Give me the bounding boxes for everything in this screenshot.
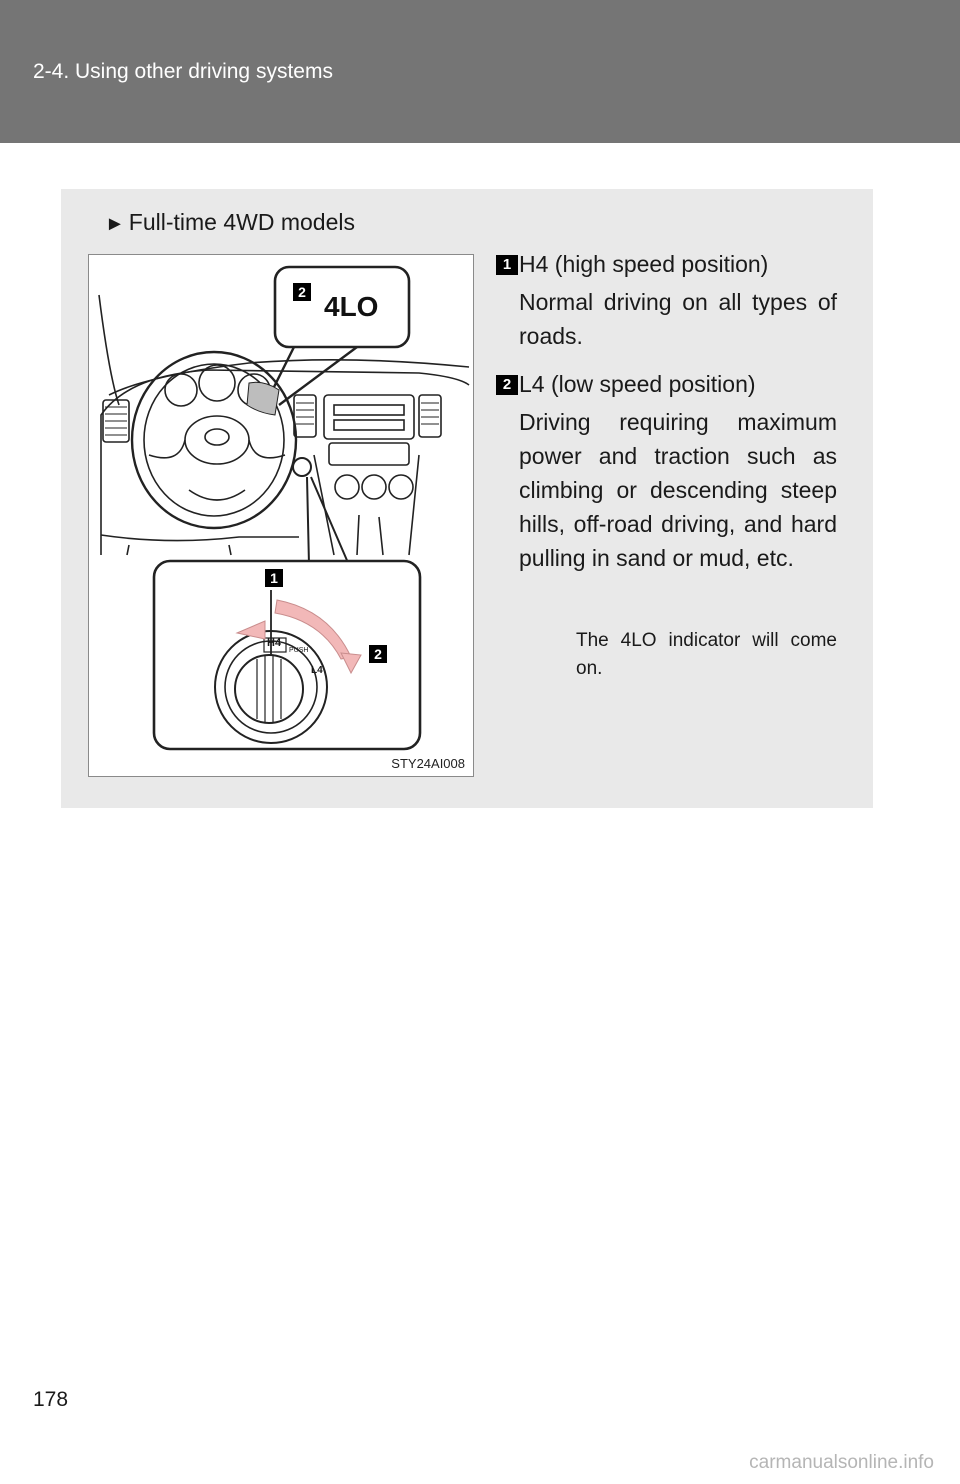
model-heading xyxy=(105,208,355,238)
dial-push-label: PUSH xyxy=(289,647,309,654)
indicator-callout-label: 4LO xyxy=(324,291,379,322)
item-desc-h4: Normal driving on all types of roads. xyxy=(519,289,837,349)
watermark: carmanualsonline.info xyxy=(749,1452,934,1473)
dashboard-illustration xyxy=(88,254,474,777)
triangle-pointer-icon: ► xyxy=(105,213,125,235)
item-title-h4: H4 (high speed position) xyxy=(519,251,769,277)
item-badge-2: 2 xyxy=(496,375,518,395)
figure-badge-1: 1 xyxy=(265,569,283,587)
dial-l4-label: L4 xyxy=(311,665,323,676)
model-heading-text: Full-time 4WD models xyxy=(128,209,356,235)
item-desc-l4: Driving requiring maximum power and traction such as climbing or descending steep hills, off-road driving, and hard pulling in sand or mud, etc. xyxy=(519,409,837,571)
figure-badge-2: 2 xyxy=(369,645,387,663)
figure-badge-2-top: 2 xyxy=(293,283,311,301)
figure-code: STY24AI008 xyxy=(391,756,465,771)
item-badge-1: 1 xyxy=(496,255,518,275)
content-panel xyxy=(61,189,873,808)
page-header xyxy=(0,0,960,143)
dashboard-drawing xyxy=(89,255,473,776)
page-number: 178 xyxy=(33,1388,69,1411)
item-note-l4: The 4LO indicator will come on. xyxy=(576,630,837,679)
item-title-l4: L4 (low speed position) xyxy=(519,371,756,397)
section-title: 2-4. Using other driving systems xyxy=(33,60,333,83)
dial-h4-label: H4 xyxy=(267,637,282,649)
